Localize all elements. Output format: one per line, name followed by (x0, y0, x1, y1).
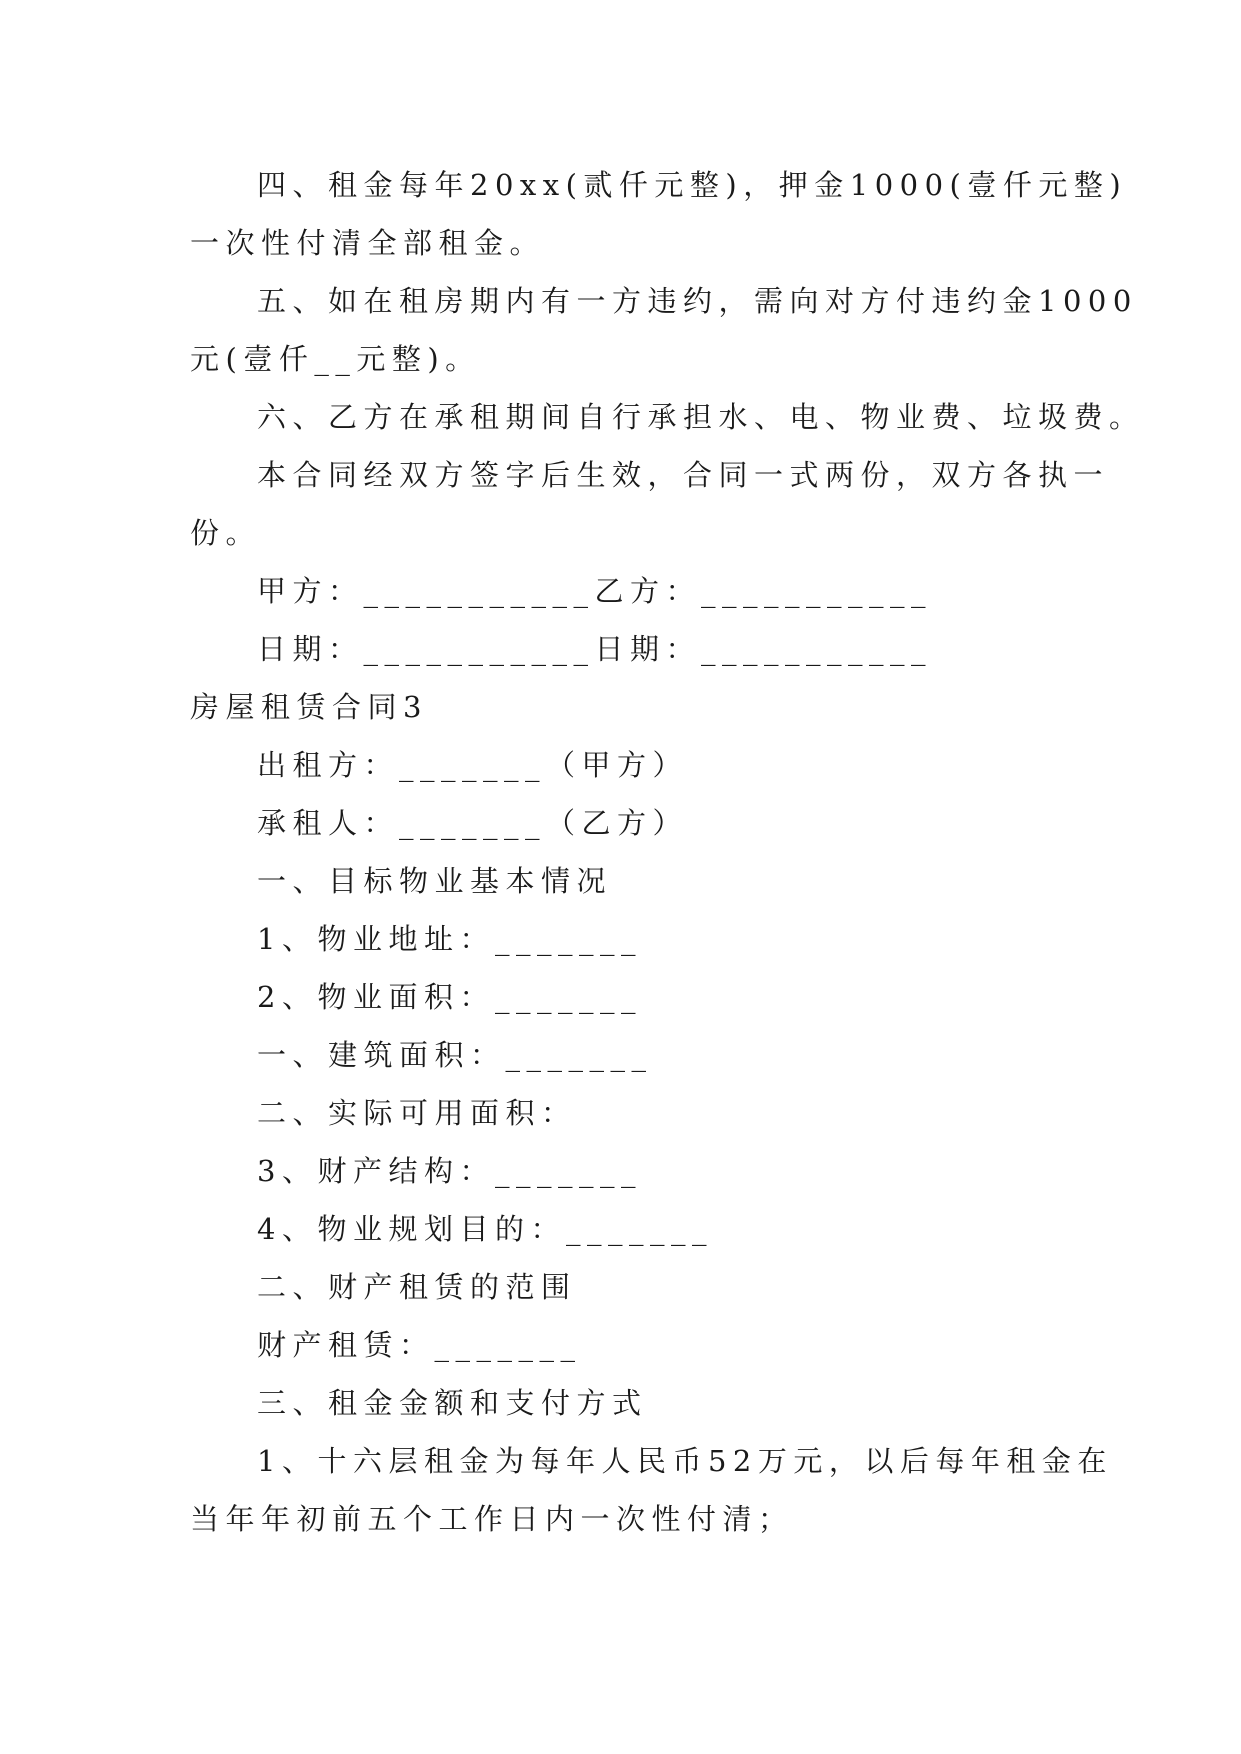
property-address-field: 1、物业地址：_______ (257, 922, 642, 956)
clause-4-line-1: 四、租金每年20xx(贰仟元整)，押金1000(壹仟元整) (257, 168, 1128, 202)
property-purpose-field: 4、物业规划目的：_______ (257, 1212, 713, 1246)
building-area-field: 一、建筑面积：_______ (257, 1038, 653, 1072)
usable-area-field: 二、实际可用面积： (257, 1096, 577, 1130)
rent-clause-line-1: 1、十六层租金为每年人民币52万元，以后每年租金在 (257, 1444, 1113, 1478)
heading-property-info: 一、目标物业基本情况 (257, 864, 613, 898)
lease-scope-field: 财产租赁：_______ (257, 1328, 582, 1362)
clause-5-line-2: 元(壹仟__元整)。 (190, 342, 481, 376)
signature-dates: 日期：___________日期：___________ (257, 632, 933, 666)
property-structure-field: 3、财产结构：_______ (257, 1154, 642, 1188)
clause-4-line-2: 一次性付清全部租金。 (190, 226, 546, 260)
lessee-field: 承租人：_______（乙方） (257, 806, 689, 840)
section-title: 房屋租赁合同3 (190, 690, 428, 724)
effect-line-1: 本合同经双方签字后生效，合同一式两份，双方各执一 (257, 458, 1110, 492)
signature-parties: 甲方：___________乙方：___________ (257, 574, 933, 608)
heading-rent-payment: 三、租金金额和支付方式 (257, 1386, 648, 1420)
heading-lease-scope: 二、财产租赁的范围 (257, 1270, 577, 1304)
rent-clause-line-2: 当年年初前五个工作日内一次性付清； (190, 1502, 794, 1536)
effect-line-2: 份。 (190, 516, 262, 550)
lessor-field: 出租方：_______（甲方） (257, 748, 689, 782)
property-area-field: 2、物业面积：_______ (257, 980, 642, 1014)
clause-6: 六、乙方在承租期间自行承担水、电、物业费、垃圾费。 (257, 400, 1145, 434)
clause-5-line-1: 五、如在租房期内有一方违约，需向对方付违约金1000 (257, 284, 1138, 318)
